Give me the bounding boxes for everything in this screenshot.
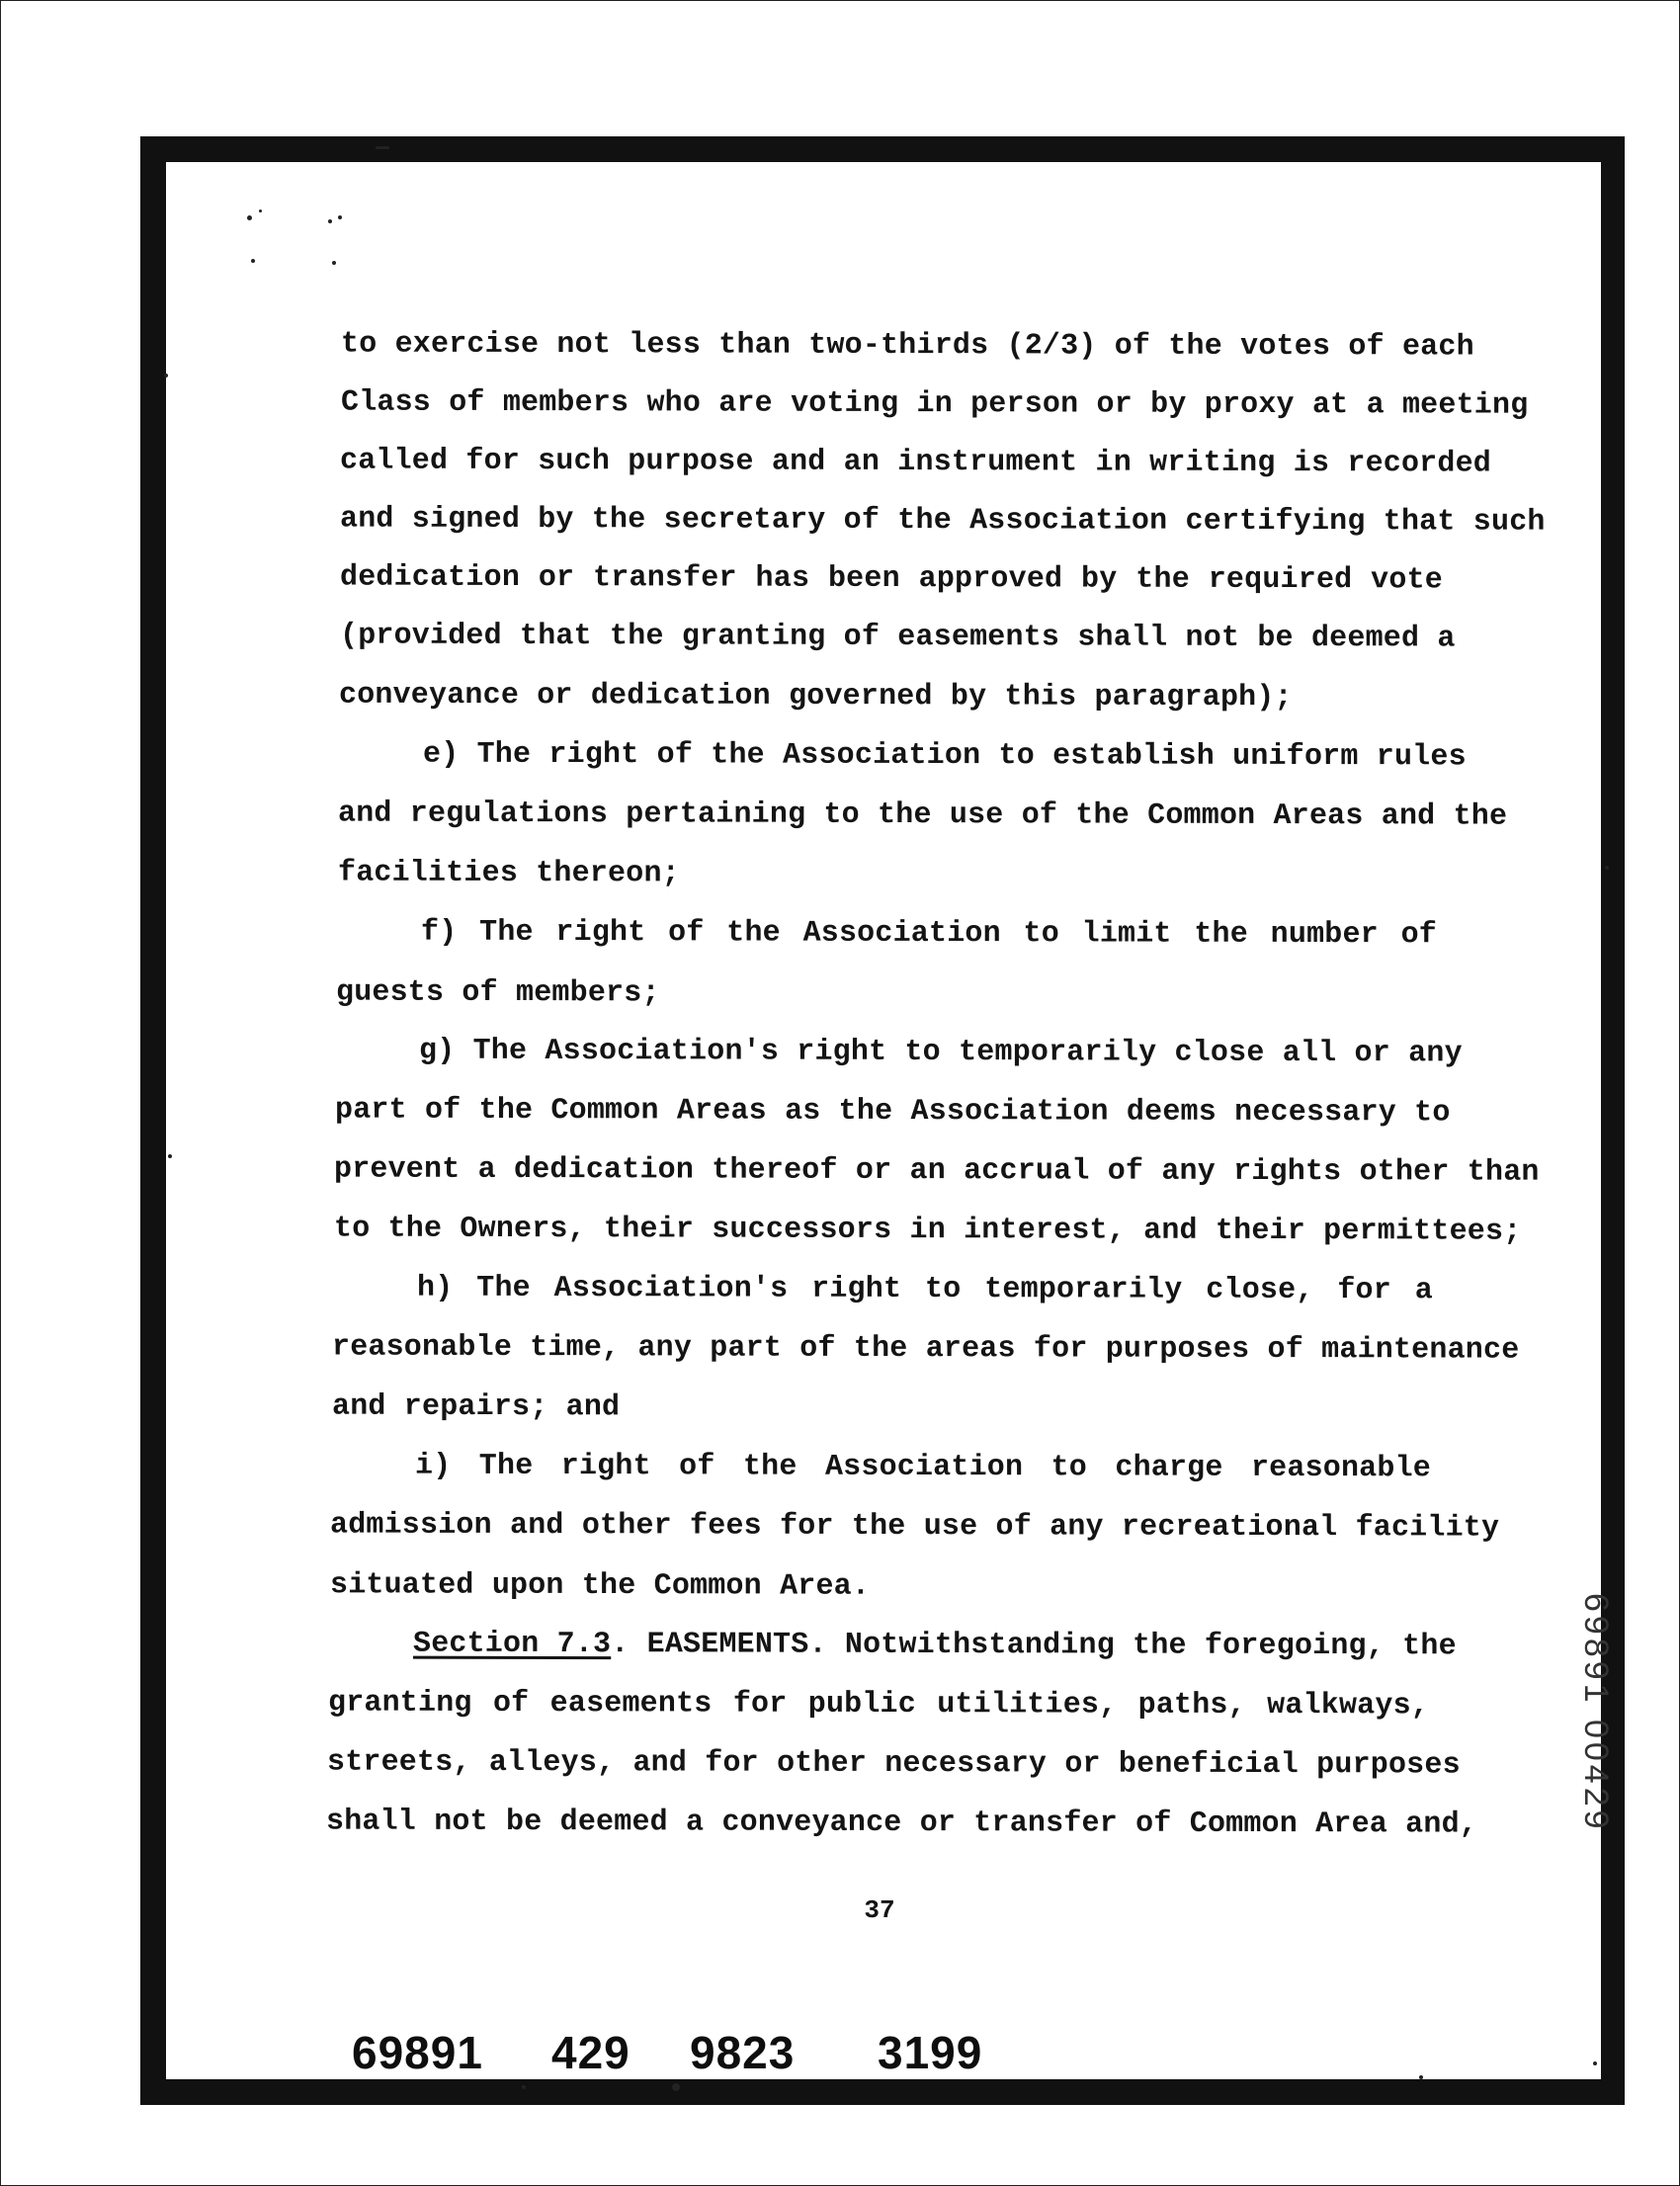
scan-speck: [376, 146, 389, 149]
scan-speck: [328, 219, 332, 223]
section-heading-line: [413, 1628, 1457, 1664]
page-number: 37: [864, 1895, 895, 1925]
side-document-number: 69891 00429: [1577, 1593, 1615, 1833]
text-line: granting of easements for public utilities, paths, walkways,: [328, 1686, 1429, 1724]
scan-speck: [1419, 2075, 1423, 2079]
scan-speck: [247, 215, 252, 220]
list-item-f: f) The right of the Association to limit the number of: [421, 915, 1437, 953]
text-line: admission and other fees for the use of any recreational facility: [330, 1508, 1500, 1546]
text-line: guests of members;: [336, 975, 660, 1011]
scan-speck: [251, 259, 255, 263]
text-line: to exercise not less than two-thirds (2/3) of the votes of each: [341, 327, 1474, 365]
text-line: and repairs; and: [332, 1389, 621, 1425]
scan-speck: [338, 215, 342, 219]
list-item-i: i) The right of the Association to charge reasonable: [415, 1449, 1431, 1486]
text-line: part of the Common Areas as the Association deems necessary to: [335, 1093, 1451, 1131]
text-line: situated upon the Common Area.: [330, 1568, 871, 1604]
scan-speck: [164, 374, 168, 378]
text-line: conveyance or dedication governed by this paragraph);: [339, 678, 1293, 715]
text-line: reasonable time, any part of the areas for purposes of maintenance: [332, 1330, 1520, 1368]
bates-number-part: 69891: [352, 2027, 483, 2078]
text-line: shall not be deemed a conveyance or transfer of Common Area and,: [326, 1805, 1477, 1842]
scan-speck: [522, 2085, 526, 2089]
scan-speck: [1593, 2061, 1597, 2065]
text-line: prevent a dedication thereof or an accrual of any rights other than: [334, 1152, 1540, 1190]
scan-speck: [672, 2083, 680, 2091]
bates-number-part: 429: [551, 2027, 630, 2078]
text-line: and regulations pertaining to the use of the Common Areas and the: [338, 797, 1508, 834]
text-line: called for such purpose and an instrument in writing is recorded: [340, 444, 1491, 481]
text-line: dedication or transfer has been approved by the required vote: [340, 560, 1443, 598]
list-item-g: g) The Association's right to temporarily close all or any: [419, 1034, 1463, 1071]
section-number: Section 7.3: [413, 1627, 612, 1662]
scan-speck: [259, 210, 262, 212]
scan-speck: [332, 261, 336, 265]
bates-number-part: 9823: [690, 2027, 796, 2078]
text-line: (provided that the granting of easements shall not be deemed a: [340, 619, 1456, 656]
text-line: to the Owners, their successors in interest, and their permittees;: [334, 1212, 1522, 1249]
text-line: facilities thereon;: [338, 856, 680, 891]
text-line: Class of members who are voting in person or by proxy at a meeting: [341, 385, 1529, 423]
section-heading-text: . EASEMENTS. Notwithstanding the foregoing, the: [611, 1628, 1457, 1664]
text-line: streets, alleys, and for other necessary or beneficial purposes: [327, 1745, 1461, 1783]
list-item-h: h) The Association's right to temporarily close, for a: [417, 1271, 1433, 1308]
text-line: and signed by the secretary of the Association certifying that such: [340, 502, 1546, 540]
scan-speck: [168, 1154, 172, 1158]
bates-number-part: 3199: [878, 2027, 983, 2078]
list-item-e: e) The right of the Association to establish uniform rules: [423, 737, 1467, 775]
scan-speck: [1605, 866, 1609, 870]
